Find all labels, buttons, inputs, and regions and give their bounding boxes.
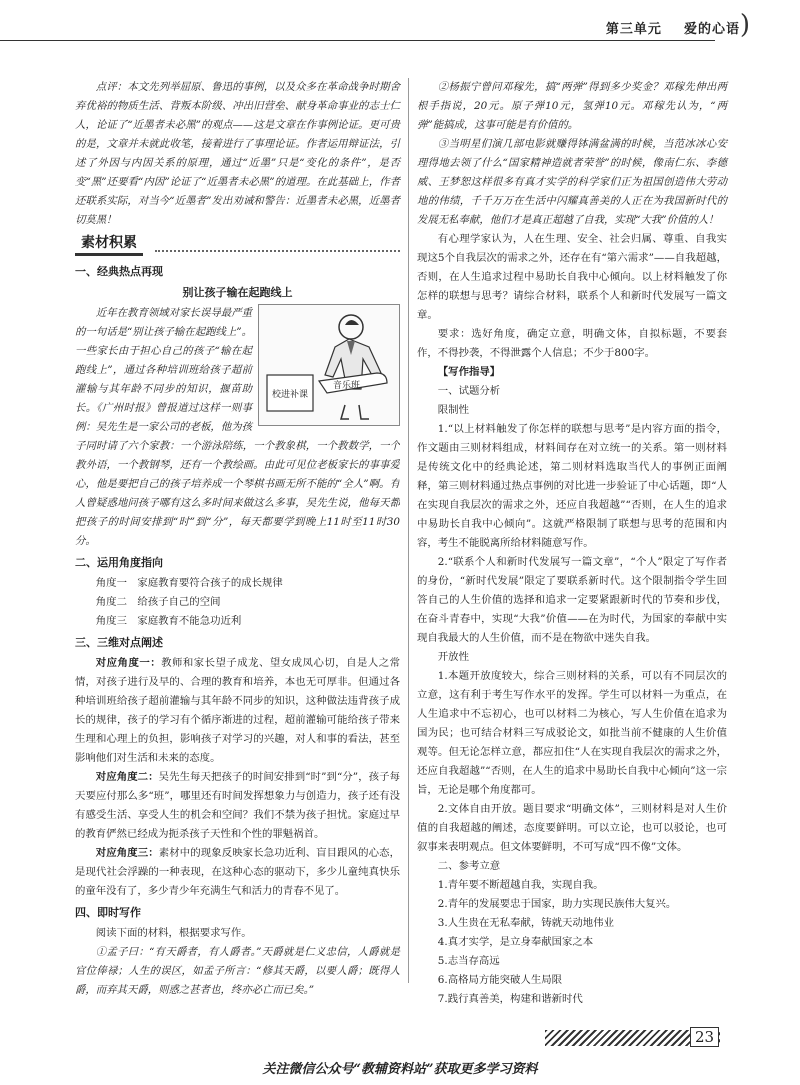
angle-item: 角度二 给孩子自己的空间 (95, 596, 221, 608)
idea-item: 3.人生贵在无私奉献，铸就天动地伟业 (437, 917, 614, 929)
angle-item: 角度三 家庭教育不能急功近利 (95, 615, 242, 627)
story-title: 别让孩子输在起跑线上 (182, 286, 293, 299)
idea-item: 7.践行真善美，构建和谐新时代 (437, 993, 583, 1005)
unit-label: 第三单元 (605, 22, 662, 37)
idea-list (417, 876, 727, 1009)
heading-2: 二、运用角度指向 (75, 556, 163, 569)
cartoon-illustration (258, 304, 400, 426)
heading-4: 四、即时写作 (75, 906, 141, 919)
heading-3: 三、三维对点阐述 (75, 636, 163, 649)
heading-1: 一、经典热点再现 (75, 265, 163, 278)
left-column (75, 78, 400, 1000)
restrictive-point-2: 2.“联系个人和新时代发展写一篇文章”，“个人”限定了写作者的身份，“新时代发展”限定了要联系新时代。这个限制指令学生回答自己的人生价值的选择和追求一定要紧跟新时代的节奏和步伐，在奋斗青春中，实现“大我”价值——在为时代，为国家的奉献中实现自我最大的人生价值，而不是在物欲中迷失自我。 (417, 556, 727, 644)
angle-3-head: 对应角度三： (95, 847, 159, 859)
restrictive-point-1: 1.“以上材料触发了你怎样的联想与思考”是内容方面的指令，作文题由三则材料组成，材料间存在对立统一的关系。第一则材料是传统文化中的经典论述，第二则材料选取当代人的事例正面阐释，第三则材料通过热点事例的对比进一步验证了中心话题，即“人在实现自我层次的需求之外，还应自我超越”“否则，在人生的追求中易助长自我中心倾向”。这就严格限制了联想与思考的范围和内容，考生不能脱离所给材料随意写作。 (417, 423, 727, 549)
bag-label-1: 校进补课 (272, 390, 309, 400)
section-banner (75, 234, 400, 256)
page-number: 23 (690, 1027, 719, 1047)
angle-1-paragraph (75, 654, 400, 768)
angle-2-head: 对应角度二： (95, 771, 159, 783)
material-2: ②杨振宁曾问邓稼先，搞“两弹”得到多少奖金？邓稼先伸出两根手指说，20元。原子弹10元，氢弹10元。邓稼先认为，“两弹”能搞成，这事可能是有价值的。 (417, 81, 727, 131)
open-point-1: 1.本题开放度较大，综合三则材料的关系，可以有不同层次的立意，这有利于考生写作水平的发挥。学生可以材料一为重点，在人生追求中不忘初心，也可以材料二为核心，写人生价值在追求为国为民；也可结合材料三写成驳论文，如批当前不健康的人生价值观等。但无论怎样立意，都应扣住“人在实现自我层次的需求之外，还应自我超越”“否则，在人生的追求中易助长自我中心倾向”这一宗旨，无论是哪个角度都可。 (417, 670, 727, 796)
column-divider (408, 78, 409, 983)
analysis-heading: 一、试题分析 (437, 385, 501, 397)
topic-label: 爱的心语 (683, 22, 740, 37)
story-text: 近年在教育领域对家长误导最严重的一句话是“别让孩子输在起跑线上”。一些家长由于担心自己的孩子“输在起跑线上”，通过各种培训班给孩子超前灌输与其年龄不同步的知识，揠苗助长。《广州时报》曾报道过这样一则事例：吴先生是一家公司的老板，他为孩子同时请了六个家教：一个游泳陪练，一个教象棋，一个教数学，一个教外语，一个教钢琴，还有一个教绘画。由此可见位老板家长的事事爱心，他是要把自己的孩子培养成一个琴棋书画无所不能的“全人”啊。有人曾疑惑地问孩子哪有这么多时间来做这么多事，吴先生说，他每天都把孩子的时间安排到“时”到“分”，每天都要学到晚上11时至11时30分。 (75, 307, 400, 547)
idea-item: 5.志当存高远 (437, 955, 500, 967)
restrictive-heading: 限制性 (437, 404, 469, 416)
idea-item: 2.青年的发展要忠于国家，助力实现民族伟大复兴。 (437, 898, 677, 910)
requirements-paragraph: 要求：选好角度，确定立意，明确文体，自拟标题，不要套作，不得抄袭，不得泄露个人信息；不少于800字。 (417, 328, 727, 359)
open-point-2: 2.文体自由开放。题目要求“明确文体”，三则材料是对人生价值的自我超越的阐述，态度要鲜明。可以立论，也可以驳论，也可叙事来表明观点。但文体要鲜明，不可写成“四不像”文体。 (417, 803, 727, 853)
question-paragraph: 有心理学家认为，人在生理、安全、社会归属、尊重、自我实现这5个自我层次的需求之外，还存在有“第六需求”——自我超越，否则，在人生追求过程中易助长自我中心倾向。以上材料触发了你怎样的联想与思考？请综合材料，联系个人和新时代发展写一篇文章。 (417, 233, 727, 321)
open-heading: 开放性 (437, 651, 469, 663)
angle-3-paragraph (75, 844, 400, 901)
angle-1-head: 对应角度一： (95, 657, 162, 669)
section-title: 素材积累 (75, 234, 143, 256)
prompt-text: 阅读下面的材料，根据要求写作。 (95, 927, 252, 939)
bag-label-2: 音乐班 (333, 381, 361, 391)
header-bracket: ) (739, 10, 750, 40)
page-header (606, 18, 740, 37)
idea-item: 1.青年要不断超越自我，实现自我。 (437, 879, 604, 891)
reference-heading: 二、参考立意 (437, 860, 501, 872)
writing-guide-title: 【写作指导】 (437, 366, 501, 378)
angle-2-paragraph (75, 768, 400, 844)
right-column (417, 78, 727, 1009)
angle-2-text: 吴先生每天把孩子的时间安排到“时”到“分”，孩子每天要应付那么多“班”，哪里还有时间发挥想象力与创造力，孩子还有没有感受生活、享受人生的机会和空间？我们不禁为孩子担忧。家庭过早的教育俨然已经成为扼杀孩子天性和个性的罪魁祸首。 (75, 771, 400, 840)
angle-item: 角度一 家庭教育要符合孩子的成长规律 (95, 577, 283, 589)
idea-item: 4.真才实学，是立身奉献国家之本 (437, 936, 594, 948)
material-3: ③当明星们演几部电影就赚得钵满盆满的时候，当范冰冰心安理得地去领了什么“国家精神造就者荣誉”的时候，像南仁东、李德威、王梦恕这样很多有真才实学的科学家们正为祖国创造伟大劳动地的伟绩，千千万万在生活中闪耀真善美的人正在为我国新时代的发展无私奉献，他们才是真正超越了自我，实现“大我”价值的人！ (417, 138, 727, 226)
angle-3-text: 素材中的现象反映家长急功近利、盲目跟风的心态，是现代社会浮躁的一种表现，在这种心态的驱动下，多少儿童纯真快乐的童年没有了，多少青少年充满生气和活力的青春不见了。 (75, 847, 401, 897)
angle-1-text: 教师和家长望子成龙、望女成凤心切，自是人之常情，对孩子进行及早的、合理的教育和培养，本也无可厚非。但通过各种培训班给孩子超前灌输与其年龄不同步的知识，这种做法违背孩子成长的规律，孩子的学习有个循序渐进的过程，超前灌输可能给孩子带来生理和心理上的负担，影响孩子对学习的兴趣，对人和事的看法，甚至影响他们对生活和未来的态度。 (75, 657, 401, 764)
idea-item: 6.高格局方能突破人生局限 (437, 974, 563, 986)
banner-dots (155, 250, 400, 252)
header-rule (0, 40, 715, 41)
footer-note: 关注微信公众号“教辅资料站”获取更多学习资料 (262, 1062, 538, 1077)
story-block (75, 304, 400, 551)
material-1: ①孟子曰：“有天爵者，有人爵者。”天爵就是仁义忠信，人爵就是官位俸禄；人生的误区，如孟子所言：“修其天爵，以要人爵；既得人爵，而弃其天爵，则惑之甚者也，终亦必亡而已矣。” (75, 946, 400, 996)
comment-paragraph: 点评：本文先列举屈原、鲁迅的事例，以及众多在革命战争时期舍弃优裕的物质生活、背叛本阶级、冲出旧营垒、献身革命事业的志士仁人，论证了“近墨者未必黑”的观点——这是文章在作事例论证。更可贵的是，文章并未就此收笔，接着进行了事理论证。作者运用辩证法，引述了外因与内因关系的原理，通过“近墨”只是“变化的条件”，是否变“黑”还要看“内因”论证了“近墨者未必黑”的道理。在此基础上，作者还联系实际，对当今“近墨者”发出劝诫和警告：近墨者未必黑，近墨者切莫黑！ (75, 81, 400, 226)
